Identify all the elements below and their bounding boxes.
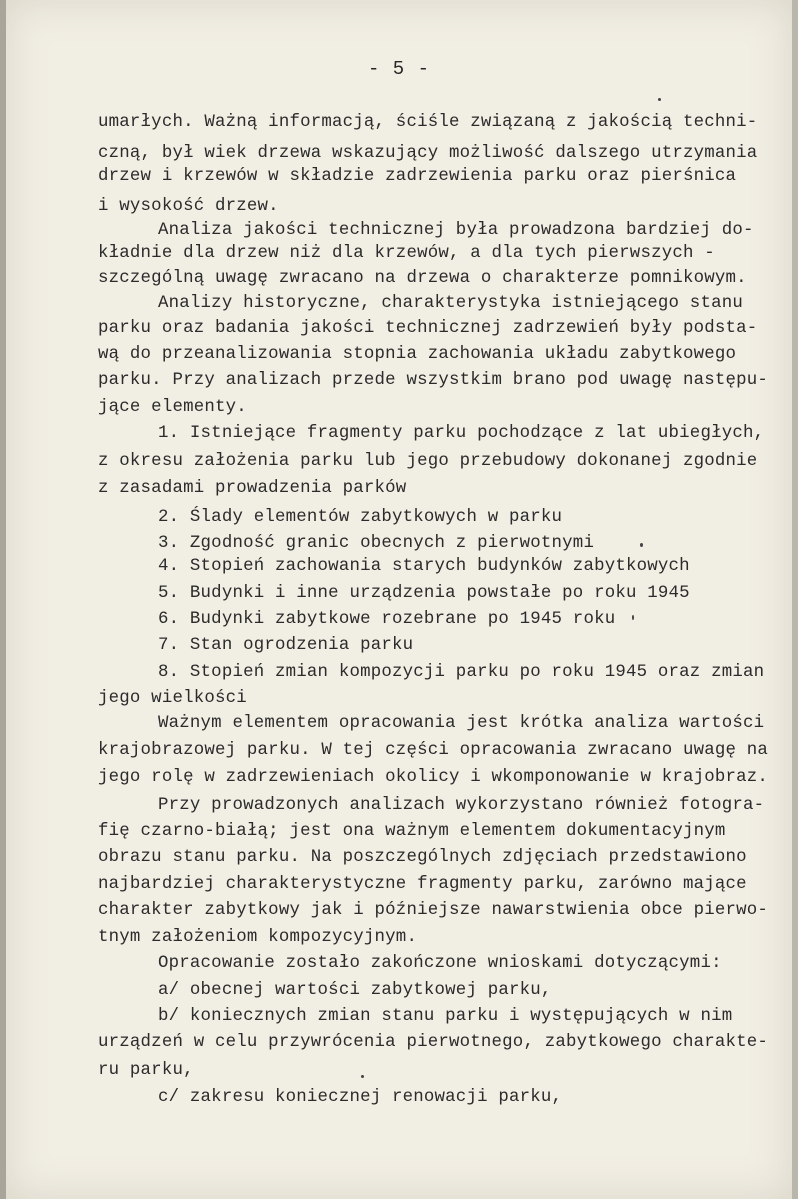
text-line: urządzeń w celu przywrócenia pierwotnego, zabytkowego charakte- — [98, 1033, 769, 1052]
list-item: 3. Zgodność granic obecnych z pierwotnymi — [158, 534, 595, 553]
ink-speck — [640, 543, 643, 547]
text-line: jego wielkości — [98, 689, 247, 708]
text-line: tnym założeniom kompozycyjnym. — [98, 928, 418, 947]
text-line: parku oraz badania jakości technicznej zadrzewień były podsta- — [98, 319, 758, 338]
list-item: 4. Stopień zachowania starych budynków zabytkowych — [158, 557, 690, 576]
text-line: z okresu założenia parku lub jego przebudowy dokonanej zgodnie — [98, 452, 758, 471]
list-item: b/ koniecznych zmian stanu parku i występujących w nim — [158, 1007, 733, 1026]
list-item: 2. Ślady elementów zabytkowych w parku — [158, 508, 563, 527]
ink-speck — [658, 98, 661, 101]
list-item: 7. Stan ogrodzenia parku — [158, 636, 414, 655]
text-line: jego rolę w zadrzewieniach okolicy i wkomponowanie w krajobraz. — [98, 768, 769, 787]
text-line: Analiza jakości technicznej była prowadzona bardziej do- — [158, 221, 754, 240]
text-line: Opracowanie zostało zakończone wnioskami dotyczącymi: — [158, 954, 722, 973]
text-line: wą do przeanalizowania stopnia zachowania układu zabytkowego — [98, 345, 737, 364]
text-line: najbardziej charakterystyczne fragmenty parku, zarówno mające — [98, 875, 747, 894]
text-line: fię czarno-białą; jest ona ważnym elementem dokumentacyjnym — [98, 822, 726, 841]
text-line: kładnie dla drzew niż dla krzewów, a dla tych pierwszych - — [98, 244, 715, 263]
text-line: z zasadami prowadzenia parków — [98, 479, 407, 498]
text-line: umarłych. Ważną informacją, ściśle związaną z jakością techni- — [98, 113, 758, 132]
page-number: - 5 - — [367, 58, 430, 80]
list-item: c/ zakresu koniecznej renowacji parku, — [158, 1088, 563, 1107]
text-line: czną, był wiek drzewa wskazujący możliwość dalszego utrzymania — [98, 144, 758, 163]
text-line: Ważnym elementem opracowania jest krótka analiza wartości — [158, 714, 765, 733]
ink-speck — [632, 615, 634, 620]
list-item: 8. Stopień zmian kompozycji parku po roku 1945 oraz zmian — [158, 663, 765, 682]
text-line: charakter zabytkowy jak i późniejsze nawarstwienia obce pierwo- — [98, 901, 769, 920]
text-line: ru parku, — [98, 1061, 194, 1080]
text-line: krajobrazowej parku. W tej części opracowania zwracano uwagę na — [98, 741, 769, 760]
ink-speck — [361, 1075, 364, 1078]
text-line: i wysokość drzew. — [98, 197, 279, 216]
text-line: Przy prowadzonych analizach wykorzystano również fotogra- — [158, 796, 765, 815]
scan-edge-right — [792, 0, 798, 1199]
text-line: szczególną uwagę zwracano na drzewa o charakterze pomnikowym. — [98, 269, 747, 288]
list-item: 5. Budynki i inne urządzenia powstałe po roku 1945 — [158, 584, 690, 603]
text-line: Analizy historyczne, charakterystyka istniejącego stanu — [158, 294, 743, 313]
text-line: jące elementy. — [98, 398, 247, 417]
text-line: parku. Przy analizach przede wszystkim brano pod uwagę następu- — [98, 371, 769, 390]
list-item: 1. Istniejące fragmenty parku pochodzące z lat ubiegłych, — [158, 424, 765, 443]
list-item: a/ obecnej wartości zabytkowej parku, — [158, 981, 552, 1000]
text-line: drzew i krzewów w składzie zadrzewienia parku oraz pierśnica — [98, 167, 737, 186]
text-line: obrazu stanu parku. Na poszczególnych zdjęciach przedstawiono — [98, 848, 747, 867]
list-item: 6. Budynki zabytkowe rozebrane po 1945 roku — [158, 610, 616, 629]
